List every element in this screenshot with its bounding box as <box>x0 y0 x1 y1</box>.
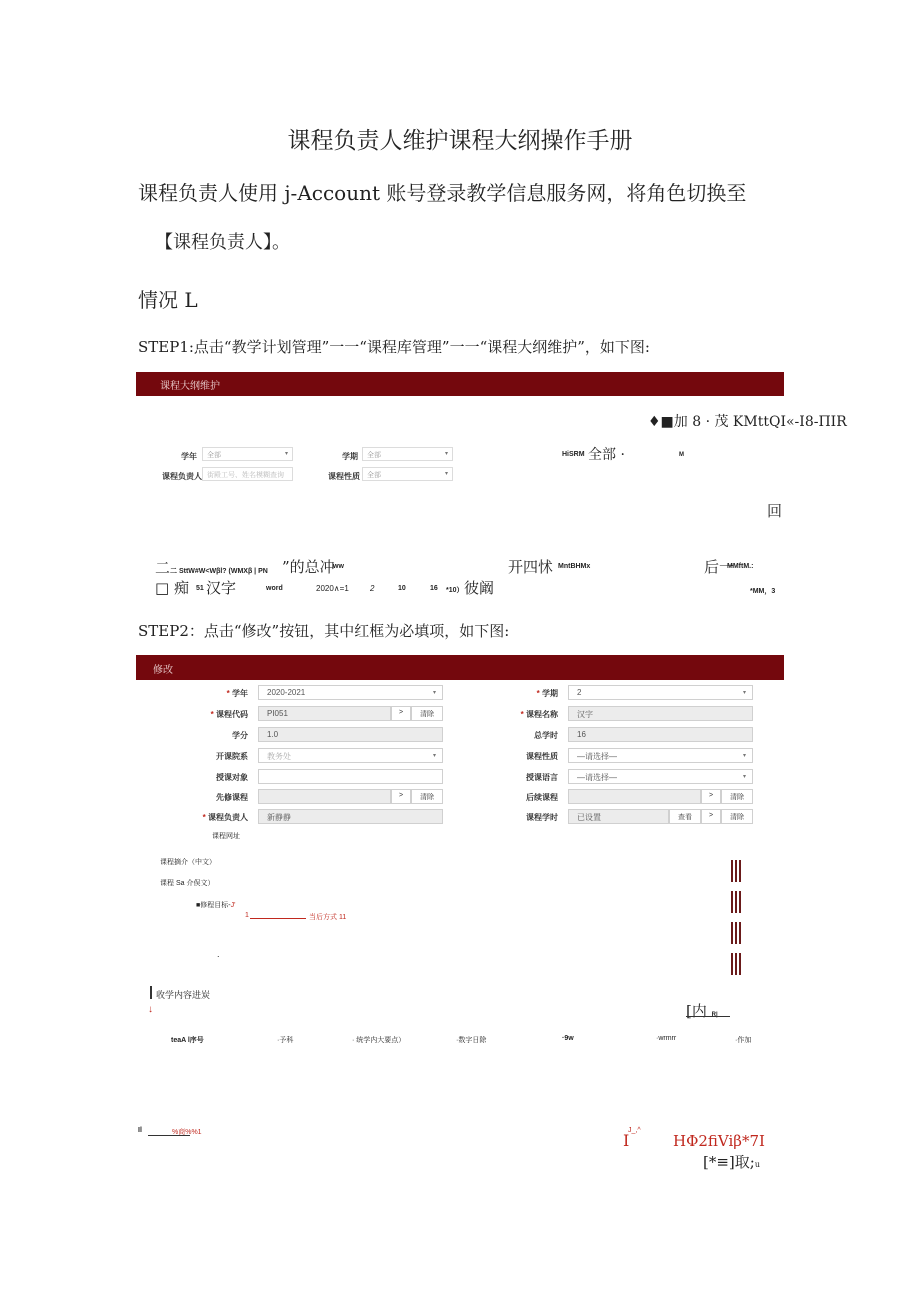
footer-left-marker: Il <box>138 1127 142 1134</box>
goal-underline <box>250 918 306 919</box>
list-header-col5: MntBHMx <box>558 563 591 570</box>
schedule-label: 课程学时 <box>526 813 558 822</box>
course-name-label: * 课程名称 <box>520 710 558 719</box>
list-header-col2: ”的总冲 <box>282 558 335 576</box>
chevron-down-icon: ▾ <box>284 451 288 457</box>
filter-extra-label: HiSRM <box>562 451 585 458</box>
schedule-input[interactable]: 已设置 <box>568 809 669 824</box>
year-select[interactable]: 2020-2021 ▾ <box>258 685 443 700</box>
list-header-col4: 开四怵 <box>508 558 554 576</box>
course-code-picker-button[interactable]: > <box>391 706 411 721</box>
goal-label: ■修程目标-J' <box>196 902 236 909</box>
course-name-input[interactable]: 汉字 <box>568 706 753 721</box>
content-arrow-icon: ↓ <box>148 1004 153 1015</box>
filter-year-label: 学年 <box>181 452 197 461</box>
content-col-3: · 统学内大要点） <box>352 1037 406 1044</box>
list-header-col7: MMftM.: <box>727 563 754 570</box>
course-code-clear-button[interactable]: 清除 <box>411 706 443 721</box>
credit-input[interactable]: 1.0 <box>258 727 443 742</box>
followup-clear-button[interactable]: 清除 <box>721 789 753 804</box>
schedule-picker-button[interactable]: > <box>701 809 721 824</box>
url-label: 课程网址 <box>212 833 240 840</box>
course-code-input[interactable]: PI051 <box>258 706 391 721</box>
goal-row-index: 1 <box>245 912 249 919</box>
list-row-actions[interactable]: *MM，3 <box>750 588 776 595</box>
term-select[interactable]: 2 ▾ <box>568 685 753 700</box>
step2-text: STEP2：点击“修改”按钮，其中红框为必填项，如下图: <box>138 622 510 640</box>
content-col-7: ·作加 <box>735 1037 752 1044</box>
followup-input[interactable] <box>568 789 701 804</box>
content-section-label: 收学内容进炭 <box>156 990 211 1000</box>
chevron-down-icon: ▾ <box>444 471 448 477</box>
filter-extra-value[interactable]: 全部 · <box>588 447 625 463</box>
footer-right-i: I <box>623 1131 630 1150</box>
content-col-1: teaA l序号 <box>171 1037 204 1044</box>
intro-role: 【课程负责人】。 <box>155 232 290 253</box>
chevron-down-icon: ▾ <box>742 753 746 759</box>
intro-en-label: 课程 Sa 介俣文） <box>160 880 215 887</box>
dept-label: 开课院系 <box>216 752 248 761</box>
stray-dot: . <box>217 949 220 959</box>
language-label: 授课语言 <box>526 773 558 782</box>
chevron-down-icon: ▾ <box>742 690 746 696</box>
content-marker <box>150 986 152 999</box>
list-row-credit: 10 <box>398 585 406 592</box>
content-col-4: ·数字日除 <box>456 1037 487 1044</box>
filter-term-select[interactable]: 全部 ▾ <box>362 447 453 461</box>
document-title: 课程负责人维护课程大纲操作手册 <box>287 128 633 154</box>
intro-paragraph: 课程负责人使用 j-Account 账号登录教学信息服务网，将角色切换至 <box>138 181 747 205</box>
nature-select[interactable]: —请选择— ▾ <box>568 748 753 763</box>
filter-nature-label: 课程性质 <box>328 472 360 481</box>
target-label: 授课对象 <box>216 773 248 782</box>
list-row-index: 51 <box>196 585 204 592</box>
list-row-course-name: 汉字 <box>206 579 237 597</box>
list-row-col-word: word <box>266 585 283 592</box>
footer-right-mark: J_,^ <box>628 1127 641 1134</box>
toolbar-glyphs[interactable]: ♦■加 8 · 茂 KMttQI«-I8-ΠIR <box>648 414 847 430</box>
prereq-label: 先修课程 <box>216 793 248 802</box>
list-row-hours: 16 <box>430 585 438 592</box>
filter-nature-select[interactable]: 全部 ▾ <box>362 467 453 481</box>
filter-term-label: 学期 <box>342 452 358 461</box>
content-add-button[interactable]: [内 R| <box>686 1002 718 1020</box>
syllabus-header-bar <box>136 372 784 396</box>
filter-owner-label: 课程负责人 <box>162 472 202 481</box>
list-row-status: 彼阚 <box>464 579 495 597</box>
list-row-year: 2020∧=1 <box>316 584 349 593</box>
list-row-checkbox[interactable]: □ 痴 <box>155 579 189 597</box>
schedule-view-button[interactable]: 查看 <box>669 809 701 824</box>
step1-text: STEP1:点击“教学计划管理”一一“课程库管理”一一“课程大纲维护”，如下图: <box>138 338 650 356</box>
year-label: * 学年 <box>226 689 248 698</box>
chevron-down-icon: ▾ <box>432 753 436 759</box>
followup-label: 后续课程 <box>526 793 558 802</box>
total-hours-input[interactable]: 16 <box>568 727 753 742</box>
nature-label: 课程性质 <box>526 752 558 761</box>
total-hours-label: 总学时 <box>534 731 558 740</box>
content-col-2: ·予科 <box>277 1037 294 1044</box>
edit-header-bar <box>136 655 784 680</box>
owner-label: * 课程负责人 <box>202 813 248 822</box>
list-header-col3: ww <box>333 563 344 570</box>
content-button-underline <box>686 1016 730 1017</box>
footer-left-red: %商%%1 <box>172 1129 202 1136</box>
case-heading: 情况 L <box>138 288 198 312</box>
list-header-col1: 二二 SttW#W<Wβl? (WMXβ | PN <box>155 559 268 577</box>
list-row-extra: *10） <box>446 587 464 594</box>
list-row-term: 2 <box>370 584 375 593</box>
dept-select[interactable]: 教务处 ▾ <box>258 748 443 763</box>
course-code-label: * 课程代码 <box>210 710 248 719</box>
chevron-down-icon: ▾ <box>432 690 436 696</box>
list-header-col6: 后一 <box>704 558 735 576</box>
chevron-down-icon: ▾ <box>444 451 448 457</box>
owner-input[interactable]: 新静静 <box>258 809 443 824</box>
edit-bar-title: 修改 <box>153 665 173 676</box>
goal-row-method: 当后方式 11 <box>309 914 347 921</box>
followup-picker-button[interactable]: > <box>701 789 721 804</box>
term-label: * 学期 <box>536 689 558 698</box>
square-icon[interactable]: 回 <box>767 502 783 520</box>
chevron-down-icon: ▾ <box>742 774 746 780</box>
prereq-picker-button[interactable]: > <box>391 789 411 804</box>
target-input[interactable] <box>258 769 443 784</box>
filter-extra-tail: M <box>679 452 684 458</box>
content-col-5: ·9w <box>562 1035 574 1042</box>
language-select[interactable]: —请选择— ▾ <box>568 769 753 784</box>
schedule-clear-button[interactable]: 清除 <box>721 809 753 824</box>
intro-cn-label: 课程摘介（中文） <box>160 859 216 866</box>
filter-owner-input[interactable]: 街殿工号、姓名模糊查询 <box>202 467 293 481</box>
filter-year-select[interactable]: 全部 ▾ <box>202 447 293 461</box>
credit-label: 学分 <box>232 731 248 740</box>
content-col-6: ·wrmrr <box>656 1035 677 1042</box>
footer-action-buttons[interactable]: [*≡]取;u <box>703 1153 760 1171</box>
syllabus-bar-title: 课程大纲维护 <box>160 381 220 392</box>
prereq-input[interactable] <box>258 789 391 804</box>
footer-right-text: HΦ2fiViβ*7I <box>673 1132 765 1150</box>
prereq-clear-button[interactable]: 清除 <box>411 789 443 804</box>
